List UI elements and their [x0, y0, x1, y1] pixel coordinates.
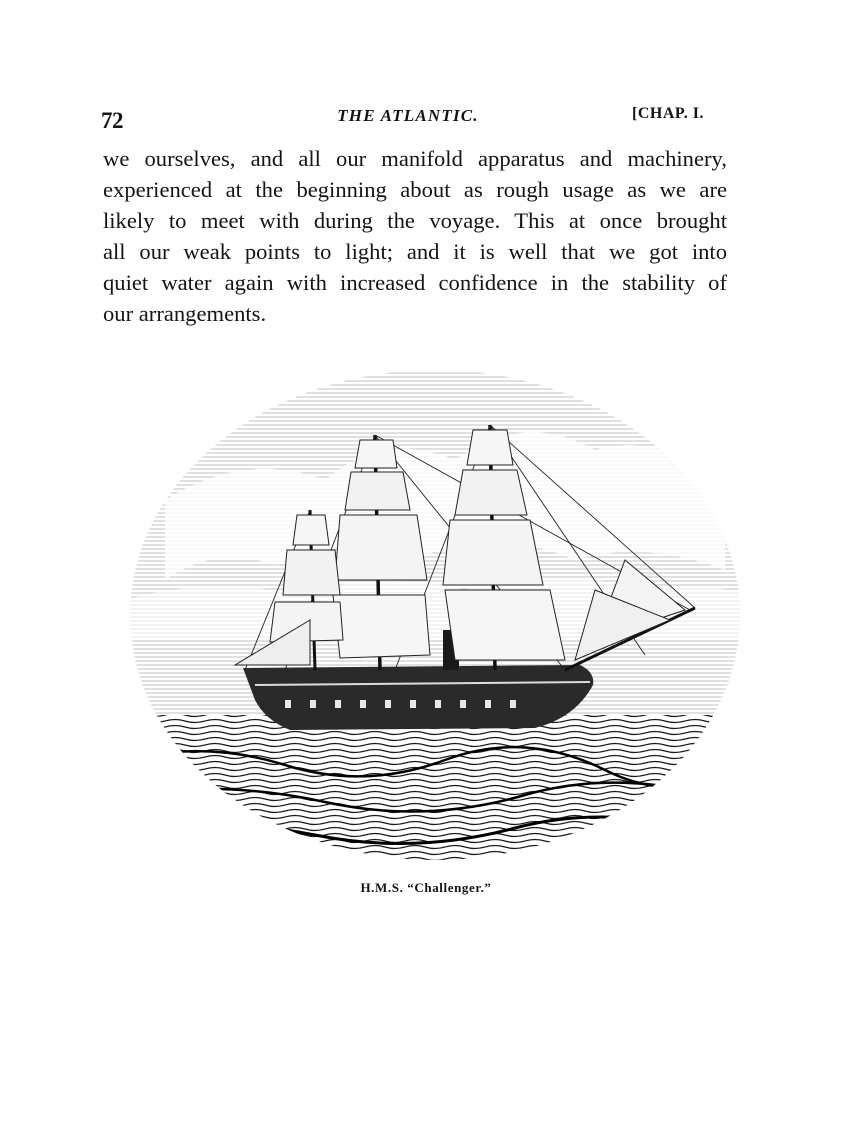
text-line: likely to meet with during the voyage. This at once brought: [103, 208, 727, 233]
page-number: 72: [101, 108, 123, 133]
running-title: THE ATLANTIC.: [337, 106, 479, 125]
figure-caption: H.M.S. “Challenger.”: [360, 880, 492, 895]
text-line: quiet water again with increased confidence in the stability of: [103, 270, 727, 295]
text-line: all our weak points to light; and it is well that we got into: [103, 239, 727, 264]
text-line: we ourselves, and all our manifold apparatus and machinery,: [103, 146, 727, 171]
body-paragraph: [103, 143, 727, 329]
text-line: experienced at the beginning about as rough usage as we are: [103, 177, 727, 202]
ship-engraving: [125, 340, 745, 865]
chapter-label: [CHAP. I.: [632, 105, 704, 122]
text-line: our arrangements.: [103, 301, 267, 326]
